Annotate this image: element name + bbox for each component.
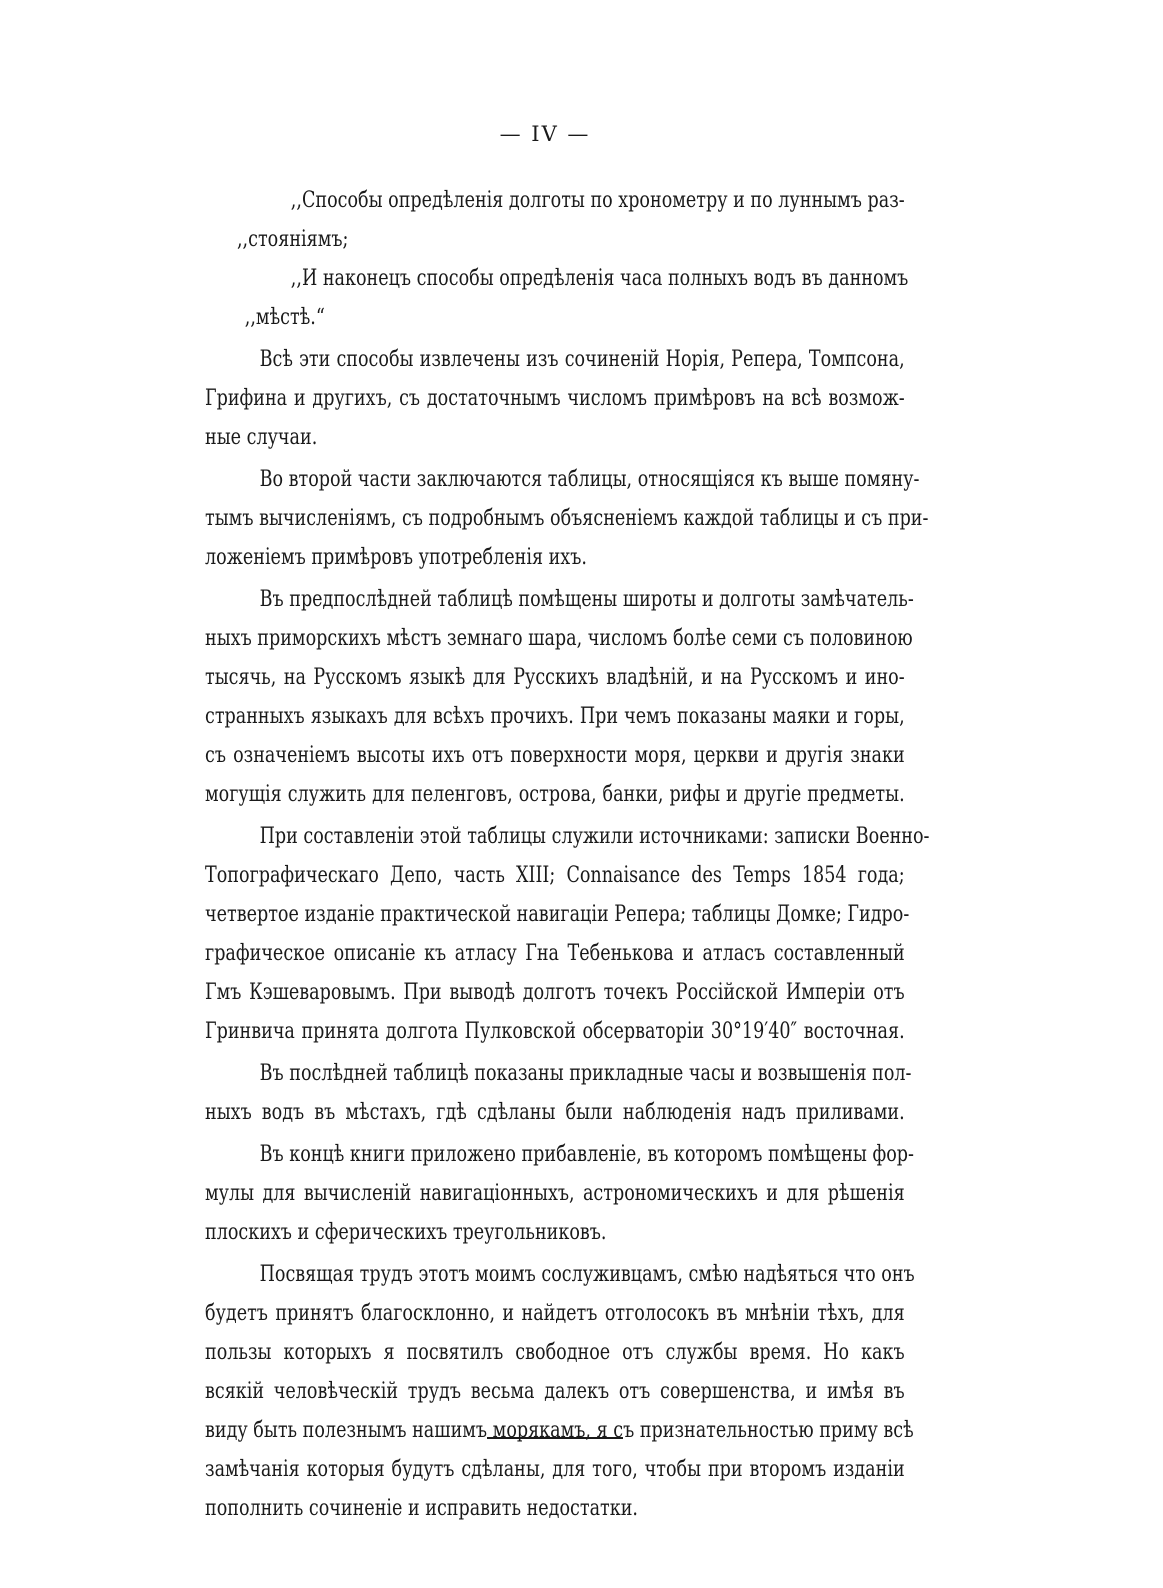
text-line: Во второй части заключаются таблицы, относящіяся къ выше помяну- xyxy=(259,466,920,492)
text-line: Гмъ Кэшеваровымъ. При выводѣ долготъ точекъ Россійской Имперіи отъ xyxy=(205,979,905,1005)
text-line: ,,стояніямъ; xyxy=(236,226,349,252)
paragraph xyxy=(205,1135,914,1252)
paragraph xyxy=(205,259,909,337)
text-line: ныхъ приморскихъ мѣстъ земнаго шара, числомъ болѣе семи съ половиною xyxy=(205,625,913,651)
text-line: мулы для вычисленій навигаціонныхъ, астрономическихъ и для рѣшенія xyxy=(205,1180,905,1206)
text-line: замѣчанія которыя будутъ сдѣланы, для того, чтобы при второмъ изданіи xyxy=(205,1456,905,1482)
paragraph xyxy=(205,1054,912,1132)
text-line: ложеніемъ примѣровъ употребленія ихъ. xyxy=(205,544,587,570)
text-line: тысячь, на Русскомъ языкѣ для Русскихъ владѣній, и на Русскомъ и ино- xyxy=(205,664,905,690)
text-line: всякій человѣческій трудъ весьма далекъ отъ совершенства, и имѣя въ xyxy=(205,1378,905,1404)
paragraph xyxy=(205,580,914,814)
text-line: тымъ вычисленіямъ, съ подробнымъ объясненіемъ каждой таблицы и съ при- xyxy=(205,505,929,531)
closing-rule xyxy=(487,1437,623,1439)
paragraph xyxy=(205,817,930,1051)
text-line: Грифина и другихъ, съ достаточнымъ числомъ примѣровъ на всѣ возмож- xyxy=(205,385,905,411)
text-line: графическое описаніе къ атласу Гна Тебенькова и атласъ составленный xyxy=(205,940,905,966)
paragraph xyxy=(205,340,905,457)
text-line: Въ концѣ книги приложено прибавленіе, въ которомъ помѣщены фор- xyxy=(259,1141,914,1167)
paragraph xyxy=(205,1255,915,1528)
page-number: — IV — xyxy=(499,122,591,146)
text-line: съ означеніемъ высоты ихъ отъ поверхности моря, церкви и другія знаки xyxy=(205,742,905,768)
text-line: ,,И наконецъ способы опредѣленія часа полныхъ водъ въ данномъ xyxy=(290,265,909,291)
text-line: четвертое изданіе практической навигаціи Репера; таблицы Домке; Гидро- xyxy=(205,901,910,927)
text-line: странныхъ языкахъ для всѣхъ прочихъ. При чемъ показаны маяки и горы, xyxy=(205,703,905,729)
text-line: Въ послѣдней таблицѣ показаны прикладные часы и возвышенія пол- xyxy=(259,1060,912,1086)
body-text xyxy=(205,181,930,1528)
text-line: пополнить сочиненіе и исправить недостатки. xyxy=(205,1495,638,1521)
text-line: плоскихъ и сферическихъ треугольниковъ. xyxy=(205,1219,607,1245)
text-line: ныхъ водъ въ мѣстахъ, гдѣ сдѣланы были наблюденія надъ приливами. xyxy=(205,1099,905,1125)
text-line: виду быть полезнымъ нашимъ морякамъ, я съ признательностью приму всѣ xyxy=(205,1417,914,1443)
text-line: Топографическаго Депо, часть XIII; Connaisance des Temps 1854 года; xyxy=(205,862,905,888)
text-line: пользы которыхъ я посвятилъ свободное отъ службы время. Но какъ xyxy=(205,1339,905,1365)
text-line: Посвящая трудъ этотъ моимъ сослуживцамъ, смѣю надѣяться что онъ xyxy=(259,1261,915,1287)
text-line: Всѣ эти способы извлечены изъ сочиненій Норія, Репера, Томпсона, xyxy=(259,346,905,372)
text-line: ,,Способы опредѣленія долготы по хронометру и по луннымъ раз- xyxy=(290,187,905,213)
text-line: могущія служить для пеленговъ, острова, банки, рифы и другіе предметы. xyxy=(205,781,905,807)
text-line: будетъ принятъ благосклонно, и найдетъ отголосокъ въ мнѣніи тѣхъ, для xyxy=(205,1300,905,1326)
paragraph xyxy=(205,181,905,259)
text-line: Гринвича принята долгота Пулковской обсерваторіи 30°19′40″ восточная. xyxy=(205,1018,905,1044)
text-line: ,,мѣстѣ.“ xyxy=(244,304,325,330)
paragraph xyxy=(205,460,929,577)
text-line: При составленіи этой таблицы служили источниками: записки Военно- xyxy=(259,823,930,849)
text-line: ные случаи. xyxy=(205,424,318,450)
text-line: Въ предпослѣдней таблицѣ помѣщены широты и долготы замѣчатель- xyxy=(259,586,914,612)
